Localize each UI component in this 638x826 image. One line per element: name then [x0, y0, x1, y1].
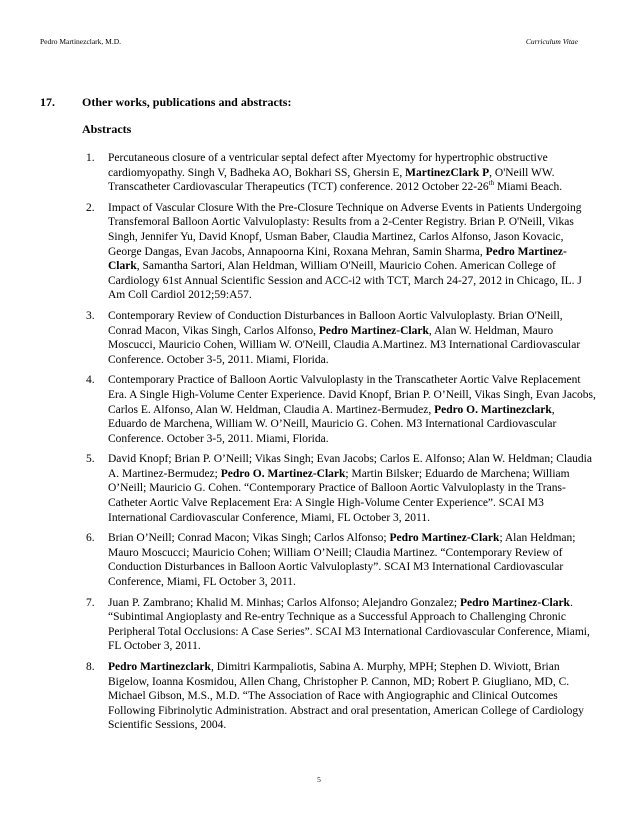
author-highlight: Pedro Martinez-Clark [108, 245, 567, 273]
abstract-text: Juan P. Zambrano; Khalid M. Minhas; Carlos Alfonso; Alejandro Gonzalez; Pedro Martinez-Clark. “Subintimal Angioplasty and Re-entry Technique as a Successful Approach to Challenging Chronic Peripheral Total Occlusions: A Case Series”. SCAI M3 International Cardiovascular Conference, Miami, FL October 3, 2011. [108, 596, 590, 653]
author-highlight: Pedro O. Martinez-Clark [220, 467, 346, 480]
author-highlight: Pedro Martinez-Clark [459, 596, 570, 609]
abstract-number: 7. [86, 596, 95, 609]
abstract-number: 2. [86, 201, 95, 214]
abstract-item [86, 201, 596, 303]
abstract-number: 1. [86, 152, 95, 164]
header-author: Pedro Martinezclark, M.D. [40, 37, 122, 46]
abstract-item [86, 596, 596, 654]
subsection-title: Abstracts [82, 122, 132, 136]
abstract-number: 4. [86, 374, 95, 387]
abstract-number: 5. [86, 453, 95, 466]
abstract-text: David Knopf; Brian P. O’Neill; Vikas Singh; Evan Jacobs; Carlos E. Alfonso; Alan W. Heldman; Claudia A. Martinez-Bermudez; Pedro O. Martinez-Clark; Martin Bilsker; Eduardo de Marchena; William O’Neill; Mauricio G. Cohen. “Contemporary Practice of Balloon Aortic Valvuloplasty in the Trans-Catheter Aortic Valve Replacement Era: A Single High-Volume Center Experience”. SCAI M3 International Cardiovascular Conference, Miami, FL October 3, 2011. [108, 453, 592, 524]
abstract-text: Percutaneous closure of a ventricular septal defect after Myectomy for hypertrophic obstructive cardiomyopathy. Singh V, Badheka AO, Bokhari SS, Ghersin E, MartinezClark P, O'Neill WW. Transcatheter Cardiovascular Therapeutics (TCT) conference. 2012 October 22-26th Miami Beach. [108, 152, 563, 194]
abstract-item [86, 151, 596, 195]
author-highlight: Pedro Martinez-Clark [389, 532, 500, 545]
section-title: Other works, publications and abstracts: [82, 95, 292, 109]
author-highlight: MartinezClark P [405, 166, 490, 179]
author-highlight: Pedro Martinez-Clark [318, 324, 429, 337]
abstract-text: Pedro Martinezclark, Dimitri Karmpaliotis, Sabina A. Murphy, MPH; Stephen D. Wiviott, Brian Bigelow, Ioanna Kosmidou, Allen Chang, Christopher P. Cannon, MD; Robert P. Giugliano, MD, C. Michael Gibson, M.S., M.D. “The Association of Race with Angiographic and Clinical Outcomes Following Fibrinolytic Administration. Abstract and oral presentation, American College of Cardiology Scientific Sessions, 2004. [108, 661, 584, 732]
abstract-item [86, 531, 596, 589]
abstract-item [86, 373, 596, 446]
author-highlight: Pedro O. Martinezclark [434, 403, 552, 416]
abstract-text: Contemporary Review of Conduction Disturbances in Balloon Aortic Valvuloplasty. Brian O'Neill, Conrad Macon, Vikas Singh, Carlos Alfonso, Pedro Martinez-Clark, Alan W. Heldman, Mauro Moscucci, Mauricio Cohen, William W. O'Neill, Claudia A.Martinez. M3 International Cardiovascular Conference. October 3-5, 2011. Miami, Florida. [108, 309, 581, 366]
header-doc-title: Curriculum Vitae [525, 37, 578, 46]
abstract-text: Brian O’Neill; Conrad Macon; Vikas Singh; Carlos Alfonso; Pedro Martinez-Clark; Alan Heldman; Mauro Moscucci; Mauricio Cohen; William O’Neill; Claudia Martinez. “Contemporary Review of Conduction Disturbances in Balloon Aortic Valvuloplasty”. SCAI M3 International Cardiovascular Conference, Miami, FL October 3, 2011. [108, 532, 576, 589]
author-highlight: Pedro Martinezclark [108, 661, 211, 673]
abstract-number: 6. [86, 532, 95, 545]
abstract-text: Contemporary Practice of Balloon Aortic Valvuloplasty in the Transcatheter Aortic Valve Replacement Era. A Single High-Volume Center Experience. David Knopf, Brian P. O’Neill, Vikas Singh, Evan Jacobs, Carlos E. Alfonso, Alan W. Heldman, Claudia A. Martinez-Bermudez, Pedro O. Martinezclark, Eduardo de Marchena, William W. O’Neill, Mauricio G. Cohen. M3 International Cardiovascular Conference. October 3-5, 2011. Miami, Florida. [108, 374, 596, 445]
abstracts-list [86, 151, 596, 739]
page-number: 5 [317, 775, 321, 784]
abstract-number: 8. [86, 661, 95, 673]
abstract-text: Impact of Vascular Closure With the Pre-Closure Technique on Adverse Events in Patients Undergoing Transfemoral Balloon Aortic Valvuloplasty: Results from a 2-Center Registry. Brian P. O'Neill, Vikas Singh, Jennifer Yu, David Knopf, Usman Baber, Claudia Martinez, Carlos Alfonso, Jason Kovacic, George Dangas, Evan Jacobs, Annapoorna Kini, Roxana Mehran, Samin Sharma, Pedro Martinez-Clark, Samantha Sartori, Alan Heldman, William O'Neill, Mauricio Cohen. American College of Cardiology 61st Annual Scientific Session and ACC-i2 with TCT, March 24-27, 2012 in Chicago, IL. J Am Coll Cardiol 2012;59:A57. [108, 201, 582, 302]
section-number: 17. [40, 95, 55, 109]
abstract-item [86, 452, 596, 525]
abstract-item [86, 309, 596, 367]
abstract-number: 3. [86, 309, 95, 322]
abstract-item [86, 660, 596, 733]
